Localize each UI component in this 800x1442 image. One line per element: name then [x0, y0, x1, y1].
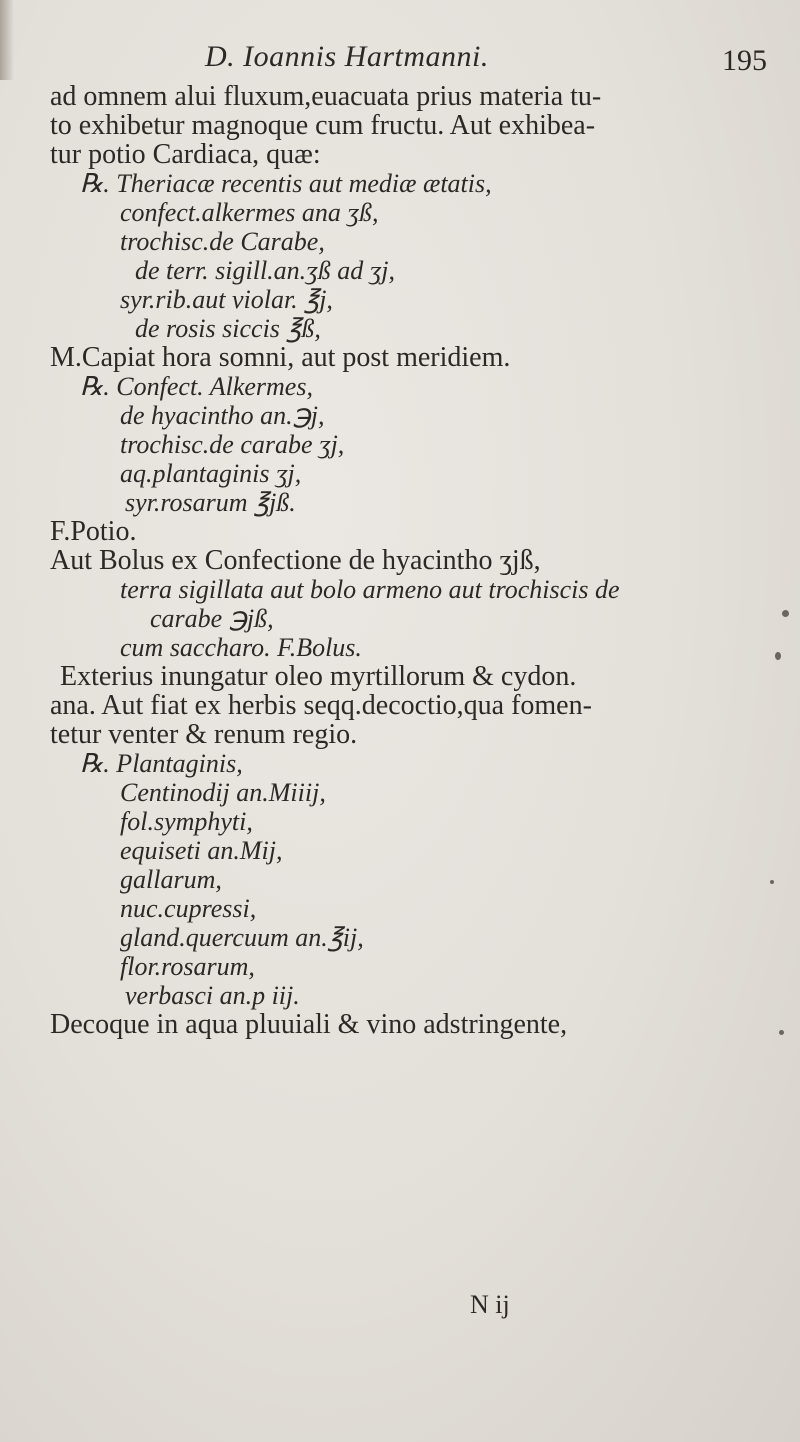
ink-speck [779, 1030, 784, 1035]
prescription-line: aq.plantaginis ʒj, [120, 459, 302, 488]
prescription-line: de terr. sigill.an.ʒß ad ʒj, [135, 256, 395, 285]
prescription-line: gallarum, [120, 865, 222, 894]
catchword: N ij [470, 1290, 510, 1319]
prescription-line: gland.quercuum an.℥ij, [120, 923, 364, 952]
prescription-line: de hyacintho an.℈j, [120, 401, 325, 430]
ink-speck [782, 610, 789, 617]
text-line: Aut Bolus ex Confectione de hyacintho ʒjß, [50, 545, 541, 576]
prescription-line: trochisc.de carabe ʒj, [120, 430, 345, 459]
body-text [50, 82, 790, 1039]
running-title: D. Ioannis Hartmanni. [205, 40, 489, 73]
text-line: Exterius inungatur oleo myrtillorum & cydon. [60, 661, 577, 692]
prescription-line: fol.symphyti, [120, 807, 253, 836]
prescription-line: ℞. Confect. Alkermes, [80, 372, 313, 401]
text-line: Decoque in aqua pluuiali & vino adstringente, [50, 1009, 568, 1040]
prescription-line: carabe ℈jß, [150, 604, 274, 633]
prescription-line: confect.alkermes ana ʒß, [120, 198, 379, 227]
text-line: F.Potio. [50, 516, 137, 547]
prescription-line: equiseti an.Mij, [120, 836, 283, 865]
text-line: ad omnem alui fluxum,euacuata prius materia tu- [50, 81, 602, 112]
text-line: M.Capiat hora somni, aut post meridiem. [50, 342, 511, 373]
prescription-line: syr.rib.aut violar. ℥j, [120, 285, 333, 314]
text-line: tur potio Cardiaca, quæ: [50, 139, 321, 170]
text-line: to exhibetur magnoque cum fructu. Aut exhibea- [50, 110, 596, 141]
prescription-line: Centinodij an.Miiij, [120, 778, 326, 807]
prescription-line: flor.rosarum, [120, 952, 255, 981]
prescription-line: ℞. Plantaginis, [80, 749, 243, 778]
prescription-line: de rosis siccis ℥ß, [135, 314, 321, 343]
prescription-line: terra sigillata aut bolo armeno aut trochiscis de [120, 575, 620, 604]
prescription-line: ℞. Theriacæ recentis aut mediæ ætatis, [80, 169, 492, 198]
prescription-line: verbasci an.p iij. [125, 981, 300, 1010]
text-line: ana. Aut fiat ex herbis seqq.decoctio,qua fomen- [50, 690, 592, 721]
prescription-line: syr.rosarum ℥jß. [125, 488, 296, 517]
text-line: tetur venter & renum regio. [50, 719, 358, 750]
prescription-line: cum saccharo. F.Bolus. [120, 633, 362, 662]
prescription-line: trochisc.de Carabe, [120, 227, 325, 256]
page-number: 195 [722, 44, 767, 77]
ink-speck [770, 880, 774, 884]
prescription-line: nuc.cupressi, [120, 894, 257, 923]
ink-speck [775, 652, 781, 660]
